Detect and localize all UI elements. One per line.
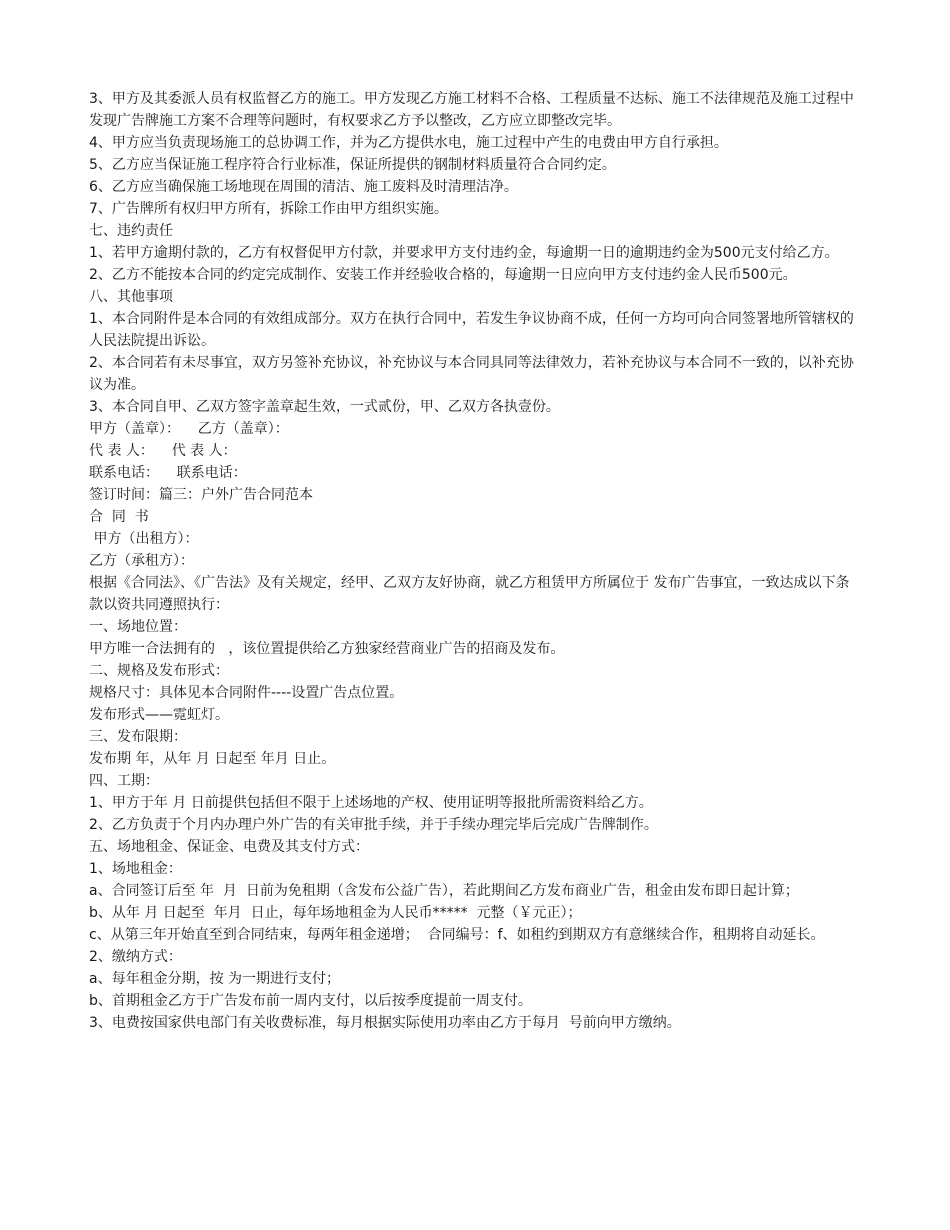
paragraph-location: 甲方唯一合法拥有的 ，该位置提供给乙方独家经营商业广告的招商及发布。 (89, 641, 565, 657)
paragraph-rent-c: c、从第三年开始直至到合同结束，每两年租金递增； 合同编号：f、如租约到期双方有意继续合作，租期将自动延长。 (89, 927, 825, 943)
paragraph-clause-4: 4、甲方应当负责现场施工的总协调工作，并为乙方提供水电，施工过程中产生的电费由甲方自行承担。 (89, 135, 728, 151)
paragraph-term: 发布期 年，从年 月 日起至 年月 日止。 (89, 751, 336, 767)
signing-date: 签订时间：篇三：户外广告合同范本 (89, 487, 313, 503)
paragraph-other-3: 3、本合同自甲、乙双方签字盖章起生效，一式贰份，甲、乙双方各执壹份。 (89, 399, 560, 415)
paragraph-schedule-1: 1、甲方于年 月 日前提供包括但不限于上述场地的产权、使用证明等报批所需资料给乙方。 (89, 795, 653, 811)
party-b-lessee: 乙方（承租方）： (89, 553, 194, 569)
signature-parties: 甲方（盖章）： 乙方（盖章）： (89, 421, 289, 437)
paragraph-clause-5: 5、乙方应当保证施工程序符合行业标准，保证所提供的钢制材料质量符合合同约定。 (89, 157, 616, 173)
paragraph-breach-1: 1、若甲方逾期付款的，乙方有权督促甲方付款，并要求甲方支付违约金，每逾期一日的逾期违约金为500元支付给乙方。 (89, 245, 839, 261)
paragraph-spec-size: 规格尺寸：具体见本合同附件----设置广告点位置。 (89, 685, 404, 701)
paragraph-rent-a: a、合同签订后至 年 月 日前为免租期（含发布公益广告），若此期间乙方发布商业广告，租金由发布即日起计算； (89, 883, 799, 899)
paragraph-clause-3: 3、甲方及其委派人员有权监督乙方的施工。甲方发现乙方施工材料不合格、工程质量不达标、施工不法律规范及施工过程中发现广告牌施工方案不合理等问题时，有权要求乙方予以整改，乙方应立即整改完毕。 (89, 91, 854, 129)
paragraph-clause-6: 6、乙方应当确保施工场地现在周围的清洁、施工废料及时清理洁净。 (89, 179, 518, 195)
paragraph-schedule-2: 2、乙方负责于个月内办理户外广告的有关审批手续，并于手续办理完毕后完成广告牌制作。 (89, 817, 658, 833)
section-heading-location: 一、场地位置： (89, 619, 187, 635)
section-heading-term: 三、发布限期： (89, 729, 187, 745)
paragraph-other-2: 2、本合同若有未尽事宜，双方另签补充协议，补充协议与本合同具同等法律效力，若补充协议与本合同不一致的，以补充协议为准。 (89, 355, 854, 393)
paragraph-clause-7: 7、广告牌所有权归甲方所有，拆除工作由甲方组织实施。 (89, 201, 448, 217)
paragraph-rent-b: b、从年 月 日起至 年月 日止，每年场地租金为人民币***** 元整（￥元正）； (89, 905, 582, 921)
subheading-rent: 1、场地租金： (89, 861, 182, 877)
contract-title: 合 同 书 (89, 509, 149, 525)
paragraph-electricity: 3、电费按国家供电部门有关收费标准，每月根据实际使用功率由乙方于每月 号前向甲方缴纳。 (89, 1015, 681, 1031)
section-heading-other: 八、其他事项 (89, 289, 173, 305)
signature-representatives: 代 表 人： 代 表 人： (89, 443, 237, 459)
paragraph-spec-form: 发布形式——霓虹灯。 (89, 707, 229, 723)
paragraph-payment-b: b、首期租金乙方于广告发布前一周内支付，以后按季度提前一周支付。 (89, 993, 532, 1009)
paragraph-preamble: 根据《合同法》、《广告法》及有关规定，经甲、乙双方友好协商，就乙方租赁甲方所属位于 发布广告事宜，一致达成以下条款以资共同遵照执行： (89, 575, 850, 613)
paragraph-breach-2: 2、乙方不能按本合同的约定完成制作、安装工作并经验收合格的，每逾期一日应向甲方支付违约金人民币500元。 (89, 267, 797, 283)
section-heading-breach: 七、违约责任 (89, 223, 173, 239)
paragraph-payment-a: a、每年租金分期，按 为一期进行支付； (89, 971, 341, 987)
document-body (89, 88, 857, 1034)
party-a-lessor: 甲方（出租方）： (89, 531, 199, 547)
signature-phones: 联系电话： 联系电话： (89, 465, 247, 481)
section-heading-schedule: 四、工期： (89, 773, 159, 789)
section-heading-fees: 五、场地租金、保证金、电费及其支付方式： (89, 839, 369, 855)
subheading-payment: 2、缴纳方式： (89, 949, 182, 965)
section-heading-spec: 二、规格及发布形式： (89, 663, 229, 679)
paragraph-other-1: 1、本合同附件是本合同的有效组成部分。双方在执行合同中，若发生争议协商不成，任何一方均可向合同签署地所管辖权的人民法院提出诉讼。 (89, 311, 854, 349)
